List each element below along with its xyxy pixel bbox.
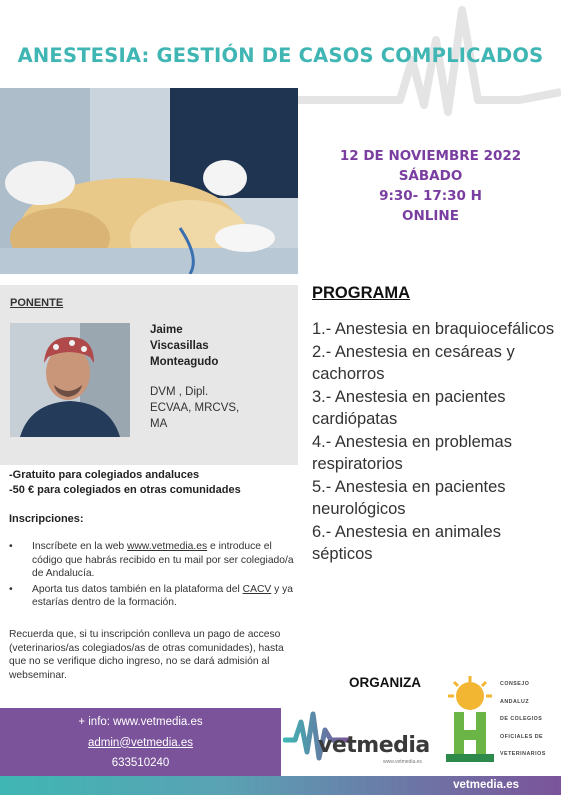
program-item: 6.- Anestesia en animales sépticos <box>312 522 501 563</box>
speaker-name-line: Viscasillas <box>150 340 209 352</box>
registration-steps <box>9 540 294 612</box>
event-mode: ONLINE <box>402 208 459 224</box>
program-list <box>312 318 557 566</box>
speaker-credentials-line: MA <box>150 418 168 430</box>
organizer-label: ORGANIZA <box>349 675 421 690</box>
event-date: 12 DE NOVIEMBRE 2022 <box>339 148 522 164</box>
program-item: 4.- Anestesia en problemas respiratorios <box>312 432 512 473</box>
contact-phone: 633510240 <box>111 757 170 769</box>
speaker-credentials-line: ECVAA, MRCVS, <box>150 402 240 414</box>
event-day: SÁBADO <box>398 168 463 184</box>
speaker-panel <box>0 285 298 465</box>
price-line: -Gratuito para colegiados andaluces <box>9 469 200 481</box>
contact-bar <box>0 708 281 776</box>
program-heading: PROGRAMA <box>312 284 411 302</box>
cacv-text-line: ANDALUZ <box>500 698 530 705</box>
speaker-name-line: Jaime <box>150 324 183 336</box>
speaker-photo <box>10 323 130 437</box>
cacv-logo-icon <box>446 676 494 766</box>
cacv-text-line: OFICIALES DE <box>500 733 544 740</box>
contact-info[interactable]: + info: www.vetmedia.es <box>78 716 203 728</box>
vetmedia-logo-text: vetmedia <box>318 733 430 758</box>
event-time: 9:30- 17:30 H <box>379 188 482 204</box>
speaker-credentials-line: DVM , Dipl. <box>150 386 209 398</box>
page-title: ANESTESIA: GESTIÓN DE CASOS COMPLICADOS <box>17 44 544 67</box>
cacv-text-line: VETERINARIOS <box>500 751 546 757</box>
step-text: Aporta tus datos también en la plataforma del <box>32 583 243 595</box>
footer-url[interactable]: vetmedia.es <box>453 779 519 791</box>
vetmedia-link[interactable]: www.vetmedia.es <box>127 541 208 552</box>
program-item: 3.- Anestesia en pacientes cardiópatas <box>312 387 506 428</box>
payment-note: Recuerda que, si tu inscripción conlleva un pago de acceso (veterinarios/as colegiados/as de otras comunidades), hasta que no se verifique dicho ingreso, no se dará admisión al webseminar. <box>9 629 284 681</box>
pricing-info <box>9 468 241 498</box>
cacv-text-line: DE COLEGIOS <box>500 716 543 722</box>
cacv-link[interactable]: CACV <box>242 583 272 595</box>
program-item: 1.- Anestesia en braquiocefálicos <box>312 320 555 338</box>
registration-step <box>9 540 294 581</box>
program-item: 5.- Anestesia en pacientes neurológicos <box>312 477 506 518</box>
speaker-credentials <box>150 384 270 432</box>
price-line: -50 € para colegiados en otras comunidades <box>9 484 241 496</box>
registration-heading: Inscripciones: <box>9 513 84 525</box>
step-text: y ya estarías dentro de la formación. <box>32 583 293 608</box>
contact-email[interactable]: admin@vetmedia.es <box>88 736 193 749</box>
cacv-logo-text <box>500 676 546 764</box>
registration-step <box>9 583 294 610</box>
step-text: Inscríbete en la web <box>32 541 128 552</box>
speaker-heading: PONENTE <box>10 297 64 309</box>
step-text: e introduce el código que habrás recibido en tu mail por ser colegiado/a de Andalucía. <box>32 541 294 579</box>
speaker-name-line: Monteagudo <box>150 356 219 368</box>
speaker-name <box>150 322 218 370</box>
hero-photo <box>0 88 298 274</box>
vetmedia-logo-url: www.vetmedia.es <box>383 759 422 765</box>
event-details <box>300 146 561 226</box>
program-item: 2.- Anestesia en cesáreas y cachorros <box>312 342 515 383</box>
cacv-text-line: CONSEJO <box>500 681 530 687</box>
